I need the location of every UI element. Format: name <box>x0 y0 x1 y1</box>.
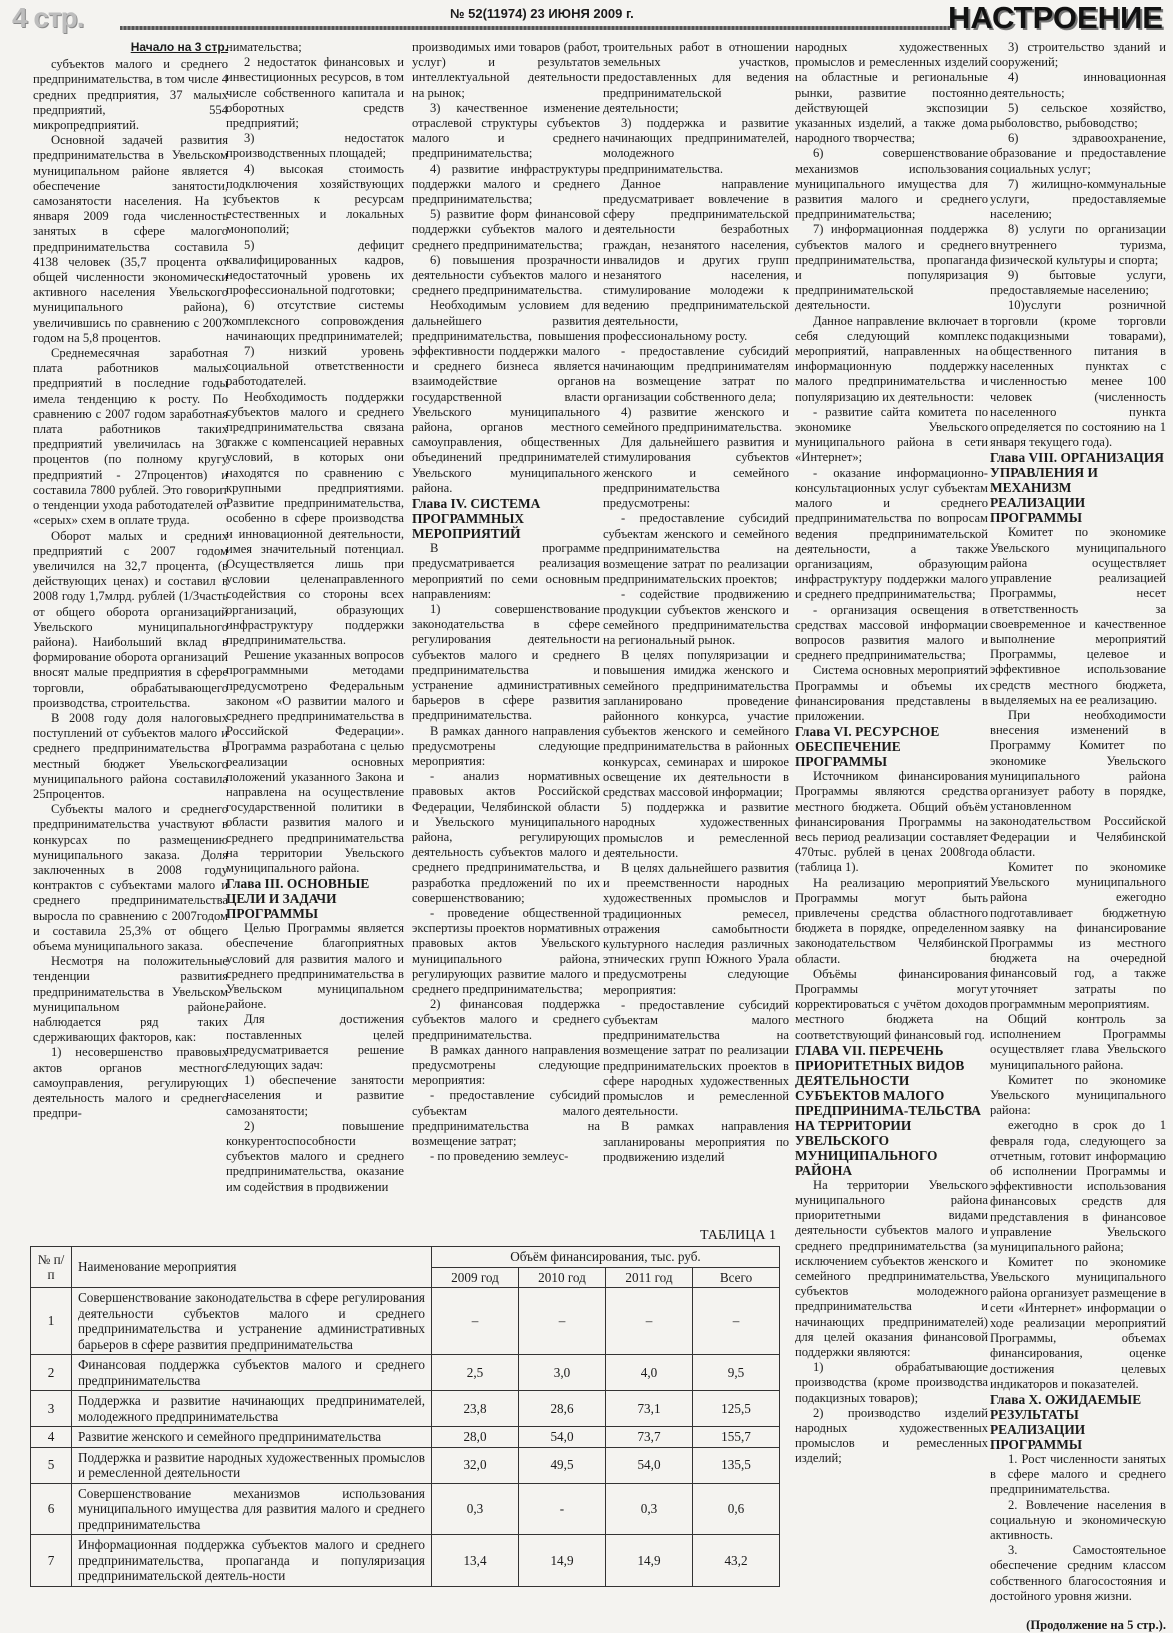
paragraph: 7) жилищно-коммунальные услуги, предоставляемые населению; <box>990 176 1166 222</box>
header-name: Наименование мероприятия <box>72 1247 432 1288</box>
paragraph: Несмотря на положительные тенденции развития предпринимательства в Увельском муниципальном районе, наблюдается ряд таких сдерживающих факторов, как: <box>33 954 228 1045</box>
paragraph: - содействие продвижению продукции субъектов женского и семейного предпринимательства на региональный рынок. <box>603 587 789 647</box>
paragraph: Комитет по экономике Увельского муниципального района осуществляет управление реализацией Программы, несет ответственность за своевременное и качественное выполнение мероприятий Программы, целевое и эффективное использование средств местного бюджета, выделяемых на ее реализацию. <box>990 525 1166 707</box>
year-value: – <box>606 1288 693 1355</box>
paragraph: 9) бытовые услуги, предоставляемые населению; <box>990 268 1166 298</box>
year-value: 3,0 <box>519 1355 606 1391</box>
paragraph: ежегодно в срок до 1 февраля года, следующего за отчетным, готовит информацию об исполнении Программы и эффективности использования финансовых средств для представления в финансовое управление Увельского муниципального района; <box>990 1118 1166 1255</box>
activity-name: Совершенствование механизмов использования муниципального имущества для развития малого и среднего предпринимательства <box>72 1483 432 1535</box>
row-number: 5 <box>31 1447 72 1483</box>
paragraph: нимательства; <box>226 40 302 54</box>
chapter-heading: Глава VIII. ОРГАНИЗАЦИЯ УПРАВЛЕНИЯ И МЕХАНИЗМ РЕАЛИЗАЦИИ ПРОГРАММЫ <box>990 450 1164 526</box>
paragraph: Источником финансирования Программы являются средства местного бюджета. Общий объём финансирования Программы на весь период реализации составляет 470тыс. рублей в ценах 2008года (таблица 1). <box>795 769 988 875</box>
activity-name: Финансовая поддержка субъектов малого и среднего предпринимательства <box>72 1355 432 1391</box>
paragraph: народных художественных промыслов и ремесленных изделий на областные и региональные рынки, развитие постоянно действующей экспозиции указанных изделий, а также дома народного творчества; <box>795 40 988 146</box>
paragraph: - развитие сайта комитета по экономике Увельского муниципального района в сети «Интернет»; <box>795 404 988 465</box>
year-value: 2,5 <box>432 1355 519 1391</box>
paragraph: Система основных мероприятий Программы и объемы их финансирования представлены в приложении. <box>795 663 988 723</box>
article-column-1 <box>33 40 228 1121</box>
paragraph: Для дальнейшего развития и стимулирования субъектов женского и семейного предпринимательства предусмотрены: <box>603 435 789 511</box>
total-value: 135,5 <box>693 1447 780 1483</box>
activity-name: Поддержка и развитие начинающих предпринимателей, молодежного предпринимательства <box>72 1391 432 1427</box>
year-value: 73,7 <box>606 1427 693 1448</box>
paragraph: - организация освещения в средствах массовой информации вопросов развития малого и среднего предпринимательства; <box>795 602 988 663</box>
row-number: 4 <box>31 1427 72 1448</box>
issue-info: № 52(11974) 23 ИЮНЯ 2009 г. <box>450 6 634 21</box>
year-value: 0,3 <box>606 1483 693 1535</box>
article-column-4 <box>603 40 789 1165</box>
paragraph: Решение указанных вопросов программными методами предусмотрено Федеральным законом «О развитии малого и среднего предпринимательства в Российской Федерации». Программа разработана с целью реализации основных положений указанного Закона и направлена на осуществление государственной политики в области развития малого и среднего предпринимательства на территории Увельского муниципального района. <box>226 648 404 875</box>
paragraph: 6) совершенствование механизмов использования муниципального имущества для развития малого и среднего предпринимательства; <box>795 146 988 222</box>
total-value: 125,5 <box>693 1391 780 1427</box>
masthead <box>0 0 1173 36</box>
header-num: № п/п <box>31 1247 72 1288</box>
paragraph: - оказание информационно-консультационных услуг субъектам малого и среднего предпринимательства по вопросам ведения предпринимательской деятельности, а также организациям, образующим инфраструктуру поддержки малого и среднего предпринимательства; <box>795 465 988 602</box>
paragraph: 4) высокая стоимость подключения хозяйствующих субъектов к ресурсам естественных и локальных монополий; <box>226 161 404 237</box>
paragraph: 1) несовершенство правовых актов органов местного самоуправления, регулирующих деятельность малого и среднего предпри- <box>33 1045 228 1121</box>
paragraph: 7) информационная поддержка субъектов малого и среднего предпринимательства, пропаганда и популяризация предпринимательской деятельности. <box>795 222 988 313</box>
year-value: 14,9 <box>519 1535 606 1587</box>
year-value: – <box>519 1288 606 1355</box>
table-row <box>31 1447 780 1483</box>
paragraph: 3) поддержка и развитие начинающих предпринимателей, молодежного предпринимательства. <box>603 116 789 176</box>
paragraph: 2) финансовая поддержка субъектов малого и среднего предпринимательства. <box>412 997 600 1042</box>
paragraph: 1) обеспечение занятости населения и развитие самозанятости; <box>226 1073 404 1118</box>
chapter-heading: Глава VI. РЕСУРСНОЕ ОБЕСПЕЧЕНИЕ ПРОГРАММЫ <box>795 724 940 770</box>
paragraph: В рамках направления запланированы мероприятия по продвижению изделий <box>603 1119 789 1164</box>
chapter-heading: ГЛАВА VII. ПЕРЕЧЕНЬ ПРИОРИТЕТНЫХ ВИДОВ ДЕЯТЕЛЬНОСТИ СУБЪЕКТОВ МАЛОГО ПРЕДПРИНИМА-ТЕЛЬСТВА НА ТЕРРИТОРИИ УВЕЛЬСКОГО МУНИЦИПАЛЬНОГО РАЙОНА <box>795 1042 981 1178</box>
paragraph: Для достижения поставленных целей предусматривается решение следующих задач: <box>226 1012 404 1072</box>
paragraph: - предоставление субсидий начинающим предпринимателям на возмещение затрат по организации собственного дела; <box>603 344 789 404</box>
article-column-3 <box>412 40 600 1164</box>
paragraph: 5) развитие форм финансовой поддержки субъектов малого и среднего предпринимательства; <box>412 207 600 252</box>
article-column-2 <box>226 40 404 1195</box>
header-rule <box>120 26 950 30</box>
paragraph: В целях популяризации и повышения имиджа женского и семейного предпринимательства запланировано проведение районного конкурса, участие субъектов женского и семейного предпринимательства в районных конкурсах, семинарах и широкое освещение их деятельности в средствах массовой информации; <box>603 648 789 799</box>
year-value: 23,8 <box>432 1391 519 1427</box>
chapter-heading: Глава III. ОСНОВНЫЕ ЦЕЛИ И ЗАДАЧИ ПРОГРАММЫ <box>226 876 370 922</box>
paragraph: В рамках данного направления предусмотрены следующие мероприятия: <box>412 723 600 768</box>
paragraph: Данное направление предусматривает вовлечение в сферу предпринимательской деятельности безработных граждан, незанятого населения, инвалидов и других групп незанятого населения, стимулирование молодежи к ведению предпринимательской деятельности, профессиональному росту. <box>603 176 789 343</box>
activity-name: Информационная поддержка субъектов малого и среднего предпринимательства, пропаганда и популяризация предпринимательской деятель-ности <box>72 1535 432 1587</box>
continued-to-label: (Продолжение на 5 стр.). <box>1026 1618 1166 1633</box>
paragraph: субъектов малого и среднего предпринимательства, в том числе 4 средних предприятия, 37 малых предприятий, 554 микропредприятий. <box>33 57 228 133</box>
paragraph: При необходимости внесения изменений в Программу Комитет по экономике Увельского муниципального района организует работу в порядке, установленном законодательством Российской Федерации и Челябинской области. <box>990 707 1166 859</box>
paragraph: троительных работ в отношении земельных участков, предоставленных для ведения предпринимательской деятельности; <box>603 40 789 115</box>
paragraph: Основной задачей развития предпринимательства в Увельском муниципальном районе является обеспечение занятости, самозанятости населения. На 1 января 2009 года численность занятых в сфере малого предпринимательства составила 4138 человек (35,7 процента от общей численности экономически активного населения Увельского муниципального района), увеличившись по сравнению с 2007 годом на 5,8 процентов. <box>33 133 228 345</box>
paragraph: 10)услуги розничной торговли (кроме торговли подакцизными товарами), общественного питания в населенных пунктах с численностью менее 100 человек (численность населенного пункта определяется по состоянию на 1 января текущего года). <box>990 298 1166 450</box>
paragraph: 3) недостаток производственных площадей; <box>226 131 404 161</box>
paragraph: 3) строительство зданий и сооружений; <box>990 40 1166 70</box>
row-number: 7 <box>31 1535 72 1587</box>
year-value: 73,1 <box>606 1391 693 1427</box>
year-value: 32,0 <box>432 1447 519 1483</box>
total-value: 9,5 <box>693 1355 780 1391</box>
paragraph: 5) дефицит квалифицированных кадров, недостаточный уровень их профессиональной подготовки; <box>226 237 404 298</box>
paragraph: Целью Программы является обеспечение благоприятных условий для развития малого и среднего предпринимательства в Увельском муниципальном районе. <box>226 921 404 1012</box>
section-title: НАСТРОЕНИЕ <box>948 0 1163 35</box>
paragraph: Общий контроль за исполнением Программы осуществляет глава Увельского муниципального района. <box>990 1011 1166 1072</box>
table-row <box>31 1288 780 1355</box>
paragraph: Комитет по экономике Увельского муниципального района: <box>990 1072 1166 1118</box>
total-value: 43,2 <box>693 1535 780 1587</box>
year-value: - <box>519 1483 606 1535</box>
paragraph: На территории Увельского муниципального района приоритетными видами деятельности субъектов малого и среднего предпринимательства (за исключением субъектов женского и семейного предпринимательства, субъектов молодежного предпринимательства и начинающих предпринимателей) для целей оказания финансовой поддержки являются: <box>795 1177 988 1360</box>
table-header-row <box>31 1247 780 1268</box>
paragraph: 2. Вовлечение населения в социальную и экономическую активность. <box>990 1497 1166 1543</box>
financing-table <box>30 1246 780 1587</box>
year-value: 28,0 <box>432 1427 519 1448</box>
paragraph: Среднемесячная заработная плата работников малых предприятий в последние годы имела тенденцию к росту. По сравнению с 2007 годом заработная плата работников таких предприятий увеличилась на 30 процентов (по полному кругу предприятий - 27процентов) и составила 7800 рублей. Это говорит о тенденции ухода работодателей от «серых» схем в оплате труда. <box>33 346 228 528</box>
total-value: – <box>693 1288 780 1355</box>
article-column-6 <box>990 40 1166 1633</box>
year-value: 13,4 <box>432 1535 519 1587</box>
paragraph: Данное направление включает в себя следующий комплекс мероприятий, направленных на информационную поддержку малого предпринимательства и популяризацию их деятельности: <box>795 313 988 404</box>
paragraph: Субъекты малого и среднего предпринимательства участвуют в конкурсах по размещению муниципального заказа. Доля заключенных в 2008 году контрактов с субъектами малого и среднего предпринимательства выросла по сравнению с 2007годом и составила 25,3% от общего объема муниципального заказа. <box>33 802 228 953</box>
paragraph: 4) развитие инфраструктуры поддержки малого и среднего предпринимательства; <box>412 161 600 207</box>
paragraph: 8) услуги по организации внутреннего туризма, физической культуры и спорта; <box>990 222 1166 267</box>
header-year-2009: 2009 год <box>432 1267 519 1288</box>
table-row <box>31 1355 780 1391</box>
paragraph: 3) качественное изменение отраслевой структуры субъектов малого и среднего предпринимательства; <box>412 100 600 161</box>
header-year-2010: 2010 год <box>519 1267 606 1288</box>
year-value: 0,3 <box>432 1483 519 1535</box>
paragraph: - по проведению землеус- <box>430 1149 569 1164</box>
paragraph: В программе предусматривается реализация мероприятий по семи основным направлениям: <box>412 541 600 601</box>
header-financing-group: Объём финансирования, тыс. руб. <box>432 1247 780 1268</box>
continued-from-label: Начало на 3 стр. <box>130 40 228 54</box>
paragraph: 2) повышение конкурентоспособности субъектов малого и среднего предпринимательства, оказание им содействия в продвижении <box>226 1118 404 1194</box>
paragraph: На реализацию мероприятий Программы могут быть привлечены средства областного бюджета в порядке, определенном законодательством Челябинской области. <box>795 875 988 966</box>
table-caption: ТАБЛИЦА 1 <box>700 1228 776 1243</box>
total-value: 155,7 <box>693 1427 780 1448</box>
paragraph: - анализ нормативных правовых актов Российской Федерации, Челябинской области и Увельского муниципального района, регулирующих деятельность субъектов малого и среднего предпринимательства, и разработка предложений по их совершенствованию; <box>412 769 600 905</box>
article-column-5 <box>795 40 988 1467</box>
header-total: Всего <box>693 1267 780 1288</box>
activity-name: Совершенствование законодательства в сфере регулирования деятельности субъектов малого и среднего предпринимательства и устранение административных барьеров в сфере развития предпринимательства <box>72 1288 432 1355</box>
paragraph: Комитет по экономике Увельского муниципального района организует размещение в сети «Интернет» информации о ходе реализации мероприятий Программы, объемах финансирования, оценке достижения целевых индикаторов и показателей. <box>990 1255 1167 1391</box>
activity-name: Поддержка и развитие народных художественных промыслов и ремесленной деятельности <box>72 1447 432 1483</box>
paragraph: 7) низкий уровень социальной ответственности работодателей. <box>226 344 404 389</box>
year-value: 4,0 <box>606 1355 693 1391</box>
paragraph: 4) инновационная деятельность; <box>990 70 1166 100</box>
paragraph: 1) совершенствование законодательства в сфере регулирования деятельности субъектов малого и среднего предпринимательства и устранение административных барьеров в сфере развития предпринимательства. <box>412 601 600 723</box>
table-row <box>31 1427 780 1448</box>
paragraph: Необходимым условием для дальнейшего развития предпринимательства, повышения эффективности поддержки малого и среднего бизнеса является взаимодействие органов государственной власти Увельского муниципального района, органов местного самоуправления, общественных объединений предпринимателей Увельского муниципального района. <box>412 298 600 495</box>
paragraph: - предоставление субсидий субъектам малого предпринимательства на возмещение затрат по реализации предпринимательских проектов в сфере народных художественных промыслов и ремесленной деятельности. <box>603 997 789 1119</box>
year-value: 49,5 <box>519 1447 606 1483</box>
table-row <box>31 1483 780 1535</box>
paragraph: 6) отсутствие системы комплексного сопровождения начинающих предпринимателей; <box>226 298 404 343</box>
paragraph: 5) сельское хозяйство, рыболовство, рыбоводство; <box>990 100 1166 131</box>
paragraph: В целях дальнейшего развития и преемственности народных художественных промыслов и традиционных ремесел, отражения самобытности культурного наследия различных этнических групп Южного Урала предусмотрены следующие мероприятия: <box>603 860 789 997</box>
table-row <box>31 1535 780 1587</box>
year-value: 54,0 <box>606 1447 693 1483</box>
paragraph: 2 недостаток финансовых и инвестиционных ресурсов, в том числе собственного капитала и оборотных средств предприятий; <box>226 55 404 131</box>
paragraph: - предоставление субсидий субъектам женского и семейного предпринимательства на возмещение затрат по реализации предпринимательских проектов; <box>603 511 789 587</box>
row-number: 1 <box>31 1288 72 1355</box>
year-value: 54,0 <box>519 1427 606 1448</box>
paragraph: 1. Рост численности занятых в сфере малого и среднего предпринимательства. <box>990 1452 1166 1497</box>
paragraph: Объёмы финансирования Программы могут корректироваться с учётом доходов местного бюджета на соответствующий финансовый год. <box>795 966 988 1042</box>
paragraph: производимых ими товаров (работ, услуг) и результатов интеллектуальной деятельности на рынок; <box>412 40 600 100</box>
page-number: 4 стр. <box>12 2 84 33</box>
chapter-heading: Глава X. ОЖИДАЕМЫЕ РЕЗУЛЬТАТЫ РЕАЛИЗАЦИИ ПРОГРАММЫ <box>990 1392 1142 1453</box>
year-value: 14,9 <box>606 1535 693 1587</box>
table-row <box>31 1391 780 1427</box>
chapter-heading: Глава IV. СИСТЕМА ПРОГРАММНЫХ МЕРОПРИЯТИЙ <box>412 496 541 542</box>
paragraph: - проведение общественной экспертизы проектов нормативных правовых актов Увельского муниципального района, регулирующих развитие малого и среднего предпринимательства; <box>412 905 600 996</box>
year-value: – <box>432 1288 519 1355</box>
total-value: 0,6 <box>693 1483 780 1535</box>
paragraph: Комитет по экономике Увельского муниципального района ежегодно подготавливает бюджетную заявку на финансирование Программы из местного бюджета на очередной финансовый год, а также уточняет затраты по программным мероприятиям. <box>990 859 1166 1011</box>
paragraph: 1) обрабатывающие производства (кроме производства подакцизных товаров); <box>795 1360 988 1405</box>
year-value: 28,6 <box>519 1391 606 1427</box>
paragraph: 5) поддержка и развитие народных художественных промыслов и ремесленной деятельности. <box>603 800 789 860</box>
header-year-2011: 2011 год <box>606 1267 693 1288</box>
row-number: 2 <box>31 1355 72 1391</box>
row-number: 6 <box>31 1483 72 1535</box>
paragraph: 3. Самостоятельное обеспечение средним классом собственного благосостояния и достойного уровня жизни. <box>990 1543 1166 1603</box>
paragraph: 6) повышения прозрачности деятельности субъектов малого и среднего предпринимательства. <box>412 252 600 298</box>
paragraph: В 2008 году доля налоговых поступлений от субъектов малого и среднего предпринимательства в местный бюджет Увельского муниципального района составила 25процентов. <box>33 710 228 801</box>
paragraph: 6) здравоохранение, образование и предоставление социальных услуг; <box>990 131 1166 176</box>
row-number: 3 <box>31 1391 72 1427</box>
paragraph: 4) развитие женского и семейного предпринимательства. <box>603 404 789 435</box>
paragraph: Оборот малых и средних предприятий с 2007 годом увеличился на 32,7 процента, (в действующих ценах) и составил в 2008 году 1,7млрд. рублей (1/3часть от общего оборота организаций Увельского муниципального района). Наибольший вклад в формирование оборота организаций вносят малые предприятия в сфере торговли, обрабатывающего производства, строительства. <box>33 528 228 710</box>
paragraph: В рамках данного направления предусмотрены следующие мероприятия: <box>412 1042 600 1088</box>
paragraph: Необходимость поддержки субъектов малого и среднего предпринимательства связана также с компенсацией неравных условий, в которых они находятся по сравнению с крупными предприятиями. Развитие предпринимательства, особенно в сфере производства и инновационной деятельности, имея значительный потенциал. Осуществляется лишь при условии целенаправленного содействия со стороны всех организаций, образующих инфраструктуру поддержки предпринимательства. <box>226 389 404 647</box>
paragraph: - предоставление субсидий субъектам малого предпринимательства на возмещение затрат; <box>412 1088 600 1149</box>
paragraph: 2) производство изделий народных художественных промыслов и ремесленных изделий; <box>795 1405 988 1466</box>
activity-name: Развитие женского и семейного предпринимательства <box>72 1427 432 1448</box>
